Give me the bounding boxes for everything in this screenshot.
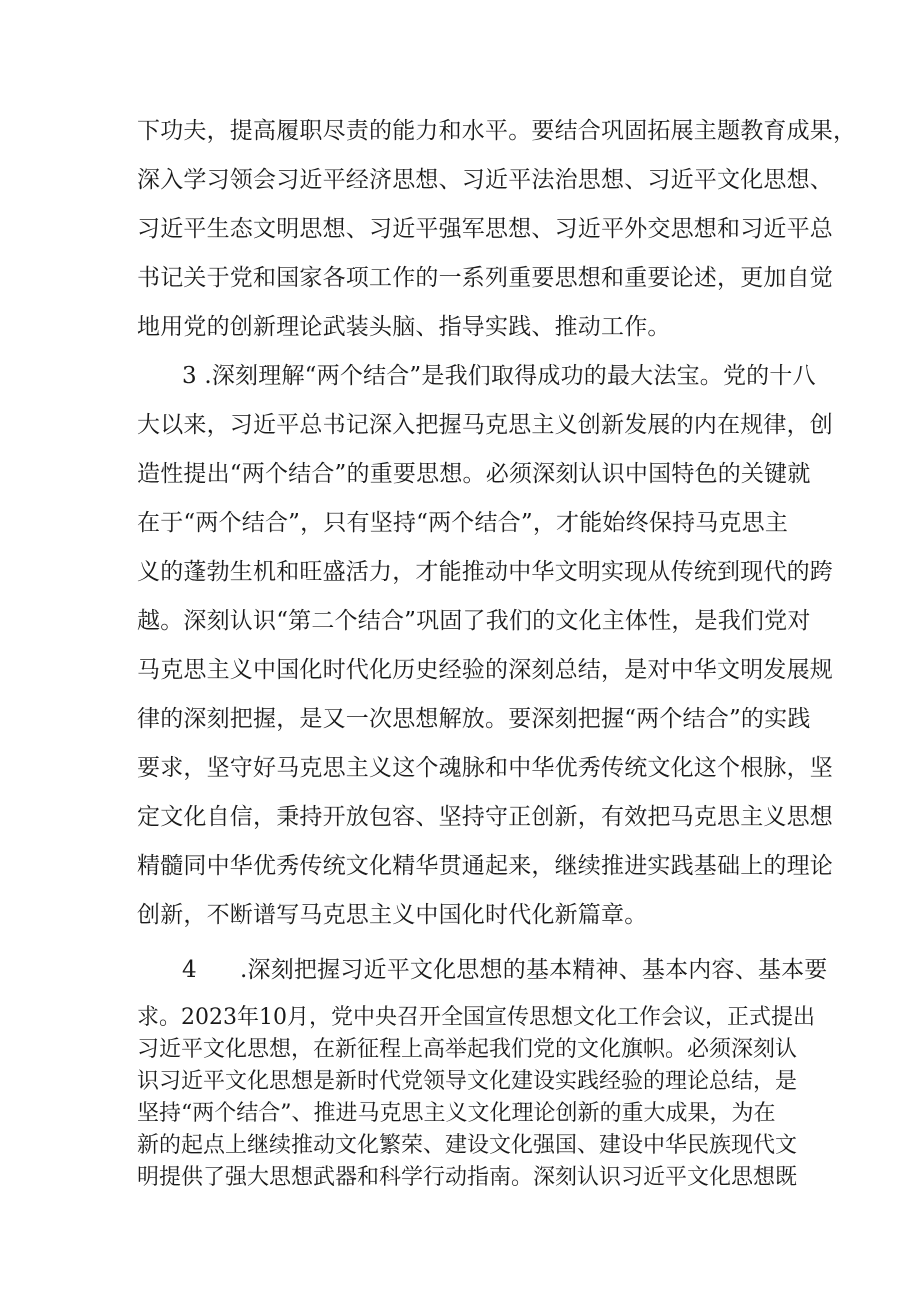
- paragraph-line: 地用党的创新理论武装头脑、指导实践、推动工作。: [137, 314, 671, 340]
- paragraph-line: 习近平生态文明思想、习近平强军思想、习近平外交思想和习近平总: [137, 216, 833, 242]
- section-4-heading: [182, 955, 842, 985]
- paragraph-line: 要求，坚守好马克思主义这个魂脉和中华优秀传统文化这个根脉，坚: [137, 755, 833, 781]
- paragraph-line: 书记关于党和国家各项工作的一系列重要思想和重要论述，更加自觉: [137, 265, 833, 291]
- paragraph-line: 精髓同中华优秀传统文化精华贯通起来，继续推进实践基础上的理论: [137, 853, 833, 879]
- paragraph-line: 在于“两个结合”，只有坚持“两个结合”，才能始终保持马克思主: [137, 510, 789, 536]
- section-3-heading: 3 .深刻理解“两个结合”是我们取得成功的最大法宝。党的十八: [182, 363, 816, 389]
- paragraph-line: 习近平文化思想，在新征程上高举起我们党的文化旗帜。必须深刻认: [137, 1037, 798, 1062]
- paragraph-line: 律的深刻把握，是又一次思想解放。要深刻把握“两个结合”的实践: [137, 706, 811, 732]
- paragraph-line: 定文化自信，秉持开放包容、坚持守正创新，有效把马克思主义思想: [137, 804, 833, 830]
- section-4-number: 4: [182, 957, 197, 983]
- paragraph-line: 越。深刻认识“第二个结合”巩固了我们的文化主体性，是我们党对: [137, 608, 811, 634]
- paragraph-line: 义的蓬勃生机和旺盛活力，才能推动中华文明实现从传统到现代的跨: [137, 559, 833, 585]
- section-4-heading-text: .深刻把握习近平文化思想的基本精神、基本内容、基本要: [240, 957, 828, 983]
- paragraph-line: 坚持“两个结合”、推进马克思主义文化理论创新的重大成果，为在: [137, 1101, 776, 1126]
- paragraph-line: 马克思主义中国化时代化历史经验的深刻总结，是对中华文明发展规: [137, 657, 833, 683]
- paragraph-line: 求。2023年10月，党中央召开全国宣传思想文化工作会议，正式提出: [137, 1005, 815, 1030]
- paragraph-line: 识习近平文化思想是新时代党领导文化建设实践经验的理论总结，是: [137, 1069, 798, 1094]
- paragraph-line: 新的起点上继续推动文化繁荣、建设文化强国、建设中华民族现代文: [137, 1133, 798, 1158]
- paragraph-line: 明提供了强大思想武器和科学行动指南。深刻认识习近平文化思想既: [137, 1165, 798, 1190]
- paragraph-line: 深入学习领会习近平经济思想、习近平法治思想、习近平文化思想、: [137, 167, 833, 193]
- paragraph-line: 大以来，习近平总书记深入把握马克思主义创新发展的内在规律，创: [137, 412, 833, 438]
- paragraph-line: 创新，不断谱写马克思主义中国化时代化新篇章。: [137, 902, 648, 928]
- paragraph-line: 下功夫，提高履职尽责的能力和水平。要结合巩固拓展主题教育成果，: [137, 118, 857, 144]
- paragraph-line: 造性提出“两个结合”的重要思想。必须深刻认识中国特色的关键就: [137, 461, 811, 487]
